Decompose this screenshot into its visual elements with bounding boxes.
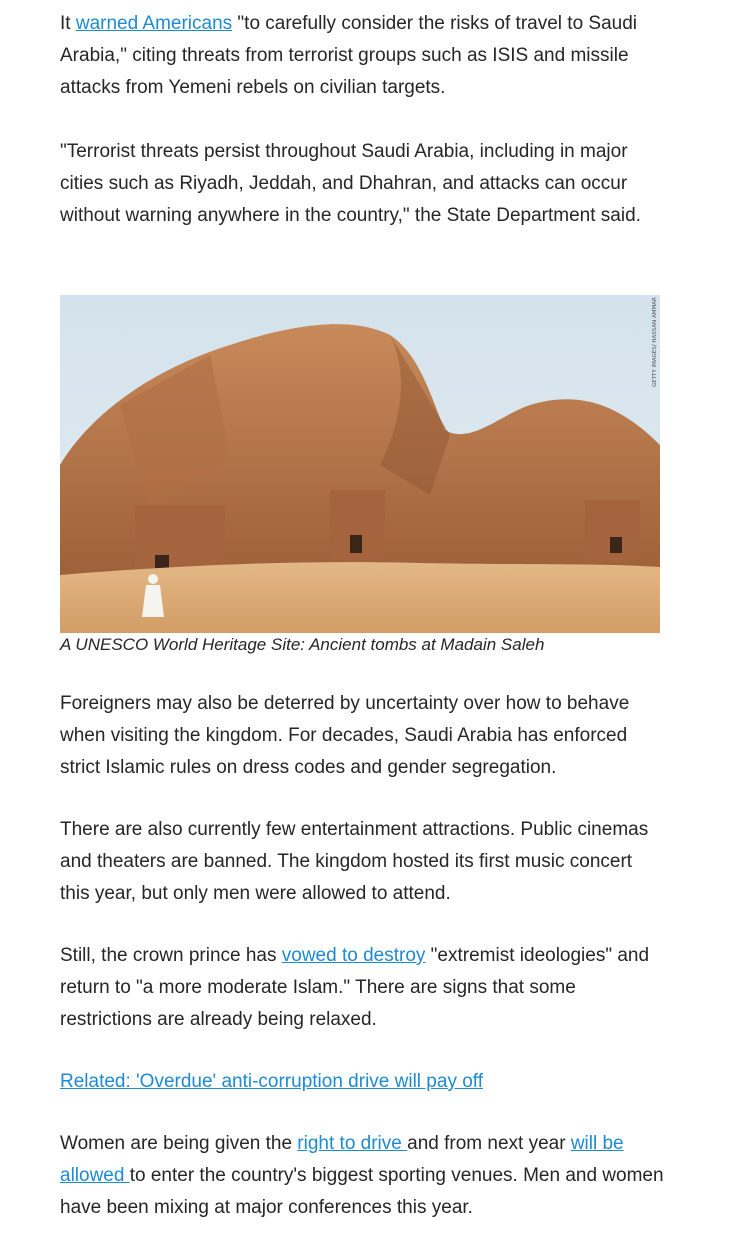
- article-figure: [60, 295, 660, 657]
- related-paragraph: [60, 1066, 665, 1098]
- madain-saleh-photo[interactable]: [60, 295, 660, 633]
- paragraph-travel-warning: [60, 8, 665, 104]
- text-segment: "to carefully consider the risks of travel to Saudi Arabia," citing threats from terrorist groups such as ISIS and missile attacks from Yemeni rebels on civilian targets.: [60, 13, 638, 98]
- photo-credit: GETTY IMAGES/ HASSAN AMMAR: [652, 297, 658, 387]
- paragraph-crown-prince: [60, 940, 665, 1036]
- figure-caption: A UNESCO World Heritage Site: Ancient tombs at Madain Saleh: [60, 635, 545, 654]
- paragraph-state-department-quote: "Terrorist threats persist throughout Saudi Arabia, including in major cities such as Riyadh, Jeddah, and Dhahran, and attacks can occur without warning anywhere in the country," the State Department said.: [60, 141, 641, 226]
- text-segment: and from next year: [407, 1133, 571, 1154]
- warned-americans-link[interactable]: warned Americans: [75, 13, 233, 34]
- right-to-drive-link[interactable]: right to drive: [297, 1133, 408, 1154]
- related-article-link[interactable]: Related: 'Overdue' anti-corruption drive will pay off: [60, 1071, 484, 1092]
- text-segment: Women are being given the: [60, 1133, 298, 1154]
- vowed-to-destroy-link[interactable]: vowed to destroy: [281, 945, 426, 966]
- text-segment: "extremist ideologies" and return to "a more moderate Islam." There are signs that some restrictions are already being relaxed.: [60, 945, 650, 1030]
- text-segment: Still, the crown prince has: [60, 945, 282, 966]
- paragraph-entertainment: There are also currently few entertainment attractions. Public cinemas and theaters are banned. The kingdom hosted its first music concert this year, but only men were allowed to attend.: [60, 819, 649, 904]
- will-be-allowed-link[interactable]: will be allowed: [60, 1133, 624, 1186]
- paragraph-deterred-foreigners: Foreigners may also be deterred by uncertainty over how to behave when visiting the kingdom. For decades, Saudi Arabia has enforced strict Islamic rules on dress codes and gender segregation.: [60, 693, 630, 778]
- paragraph-women-rights: [60, 1128, 665, 1224]
- text-segment: to enter the country's biggest sporting venues. Men and women have been mixing at major conferences this year.: [60, 1165, 664, 1218]
- text-segment: It: [60, 13, 76, 34]
